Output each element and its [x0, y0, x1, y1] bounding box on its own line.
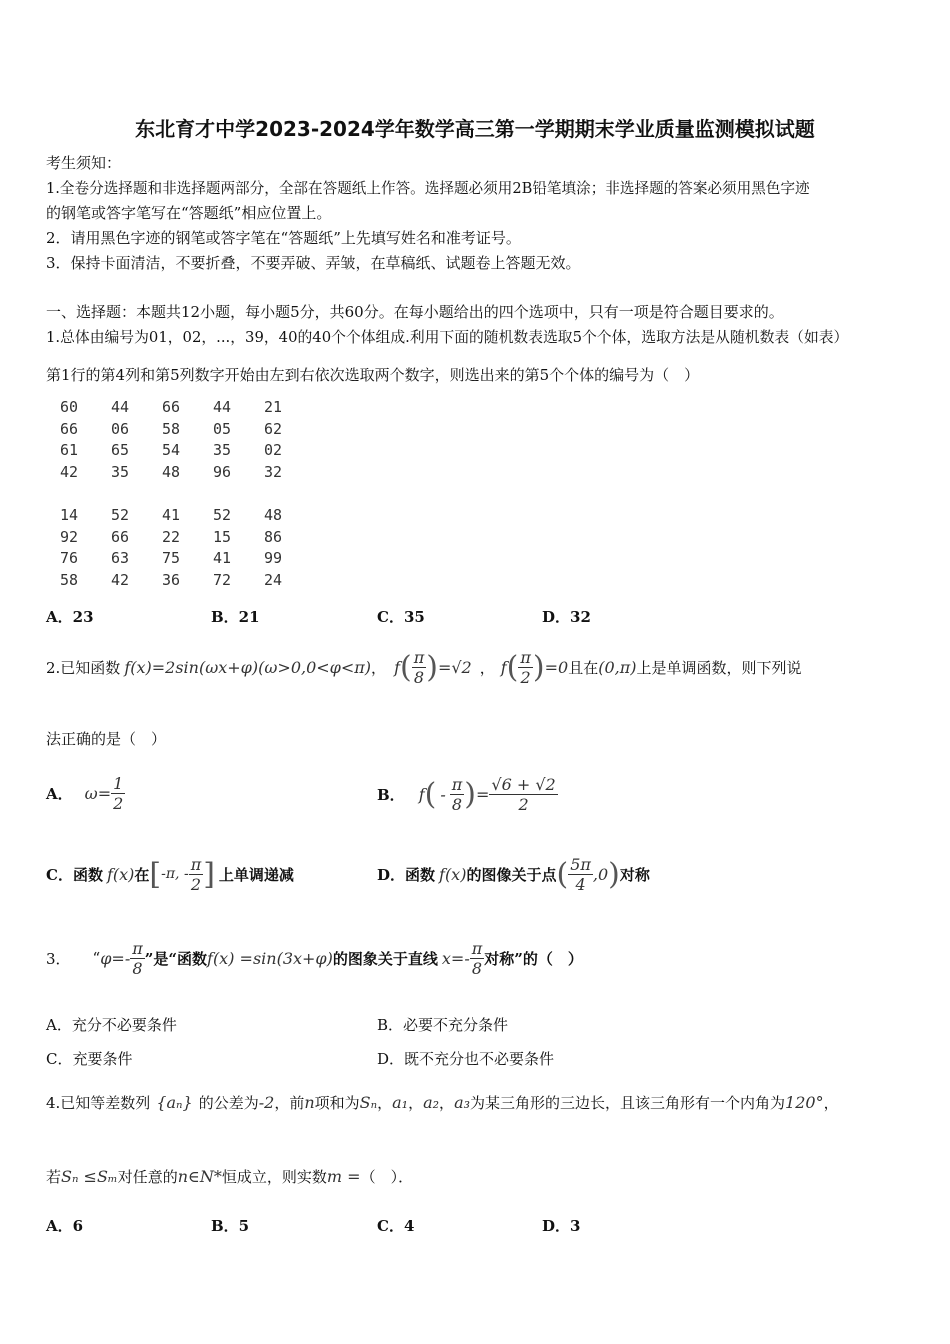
right-paren-icon: ) — [426, 649, 438, 685]
q4-a3: a₃ — [454, 1092, 471, 1112]
notice-item-2: 2．请用黑色字迹的钢笔或答字笔在“答题纸”上先填写姓名和准考证号。 — [46, 229, 521, 247]
q4-mid-6: 恒成立，则实数 — [221, 1167, 327, 1186]
q4-m: m = — [326, 1166, 361, 1186]
q2-option-c-label: C．函数 — [46, 865, 103, 884]
q2-f1-right: =√2 — [437, 657, 472, 677]
right-paren-icon: ) — [608, 856, 620, 892]
q3-phi-denominator: 8 — [132, 958, 143, 978]
q2-option-b-inner-numerator: π — [451, 774, 463, 794]
q2-option-d-denominator: 4 — [575, 874, 586, 894]
q2-option-c — [46, 846, 294, 902]
table-cell: 66 — [60, 419, 79, 438]
q2-f1-left: f — [394, 657, 400, 677]
q2-option-a-label: A． — [46, 784, 73, 803]
section-heading: 一、选择题：本题共12小题，每小题5分，共60分。在每小题给出的四个选项中，只有一项是符合题目要求的。 — [46, 303, 784, 321]
q2-option-d — [377, 846, 650, 902]
q2-option-a-lhs: ω= — [84, 783, 112, 803]
q2-comma: ， — [371, 658, 387, 677]
table-cell: 22 — [162, 527, 181, 546]
q1-stem-line-1: 1.总体由编号为01，02，...，39，40的40个个体组成.利用下面的随机数表选取5个个体，选取方法是从随机数表（如表） — [46, 329, 849, 346]
q3-x-fraction — [470, 939, 485, 978]
table-cell: 72 — [213, 570, 232, 589]
table-cell: 61 — [60, 441, 79, 460]
notice-heading: 考生须知： — [46, 154, 122, 172]
q2-option-b-numerator: √6 + √2 — [491, 774, 556, 794]
table-cell: 92 — [60, 527, 79, 546]
q2-option-b-eq: = — [475, 784, 490, 804]
q2-function: f(x)=2sin(ωx+φ)(ω>0,0<φ<π) — [124, 657, 372, 677]
table-cell: 21 — [264, 398, 283, 416]
q3-option-a: A．充分不必要条件 — [46, 1016, 177, 1034]
q3-open-quote: “ — [92, 949, 101, 967]
table-cell: 54 — [162, 441, 181, 460]
q2-option-c-fx: f(x) — [106, 864, 135, 884]
q4-tail-2: （ ）． — [360, 1167, 414, 1186]
table-cell: 15 — [213, 527, 232, 546]
q2-option-b-fraction — [489, 775, 557, 814]
q2-option-b-inner-fraction — [450, 775, 465, 814]
q2-f1-denominator: 8 — [413, 667, 425, 687]
q4-condition: Sₙ ≤Sₘ — [61, 1166, 118, 1186]
table-cell: 63 — [111, 549, 130, 568]
table-cell: 41 — [213, 549, 232, 568]
table-cell: 52 — [213, 505, 232, 524]
q3-phi-lhs: φ=- — [100, 948, 131, 968]
q3-mid-2: 的图象关于直线 — [332, 949, 438, 968]
table-cell: 65 — [111, 441, 130, 460]
right-paren-icon: ) — [464, 776, 476, 812]
table-cell: 02 — [264, 441, 283, 460]
q4-tail-1: ， — [823, 1093, 839, 1112]
table-cell: 42 — [111, 570, 130, 589]
q3-x-numerator: π — [471, 938, 483, 958]
q2-option-b-label: B． — [377, 785, 405, 804]
right-paren-icon: ) — [532, 649, 545, 685]
q2-option-d-point-tail: ,0 — [592, 864, 609, 884]
notice-item-1-line-2: 的钢笔或答字笔写在“答题纸”相应位置上。 — [46, 204, 332, 222]
q4-option-d: D．3 — [542, 1217, 581, 1235]
q4-sep-3: ， — [439, 1093, 455, 1112]
q3-phi-fraction — [130, 939, 145, 978]
table-cell: 36 — [162, 570, 181, 589]
q4-n-set: n∈N* — [177, 1166, 222, 1186]
q2-option-b — [377, 764, 558, 824]
notice-item-1-line-1: 1.全卷分选择题和非选择题两部分，全部在答题纸上作答。选择题必须用2B铅笔填涂；非选择题的答案必须用黑色字迹 — [46, 180, 810, 197]
q4-sequence: {aₙ} — [156, 1092, 193, 1112]
q2-f2-left: f — [500, 657, 507, 677]
q4-prefix: 4.已知等差数列 — [46, 1093, 151, 1112]
q4-a1: a₁ — [392, 1092, 409, 1112]
table-cell: 66 — [162, 398, 181, 416]
q4-stem-line-2 — [46, 1156, 413, 1196]
q2-option-b-denominator: 2 — [518, 794, 529, 814]
q4-stem-line-1 — [46, 1082, 839, 1122]
left-paren-icon: ( — [424, 776, 437, 812]
q2-option-b-lhs: f — [418, 784, 425, 804]
q2-f2-fraction — [518, 648, 533, 687]
q3-mid-1: ”是“函数 — [144, 949, 208, 968]
q1-stem-line-2: 第1行的第4列和第5列数字开始由左到右依次选取两个数字，则选出来的第5个个体的编号为（ ） — [46, 366, 700, 384]
table-cell: 44 — [111, 398, 130, 416]
q4-mid-5: 对任意的 — [117, 1167, 178, 1186]
table-cell: 42 — [60, 463, 79, 482]
q2-prefix: 2.已知函数 — [46, 658, 121, 677]
q3-stem — [46, 930, 583, 986]
q2-option-c-in: 在 — [134, 865, 150, 884]
table-cell: 66 — [111, 527, 130, 546]
q4-sep-1: ， — [377, 1093, 393, 1112]
q2-option-d-tail: 对称 — [619, 865, 650, 884]
table-cell: 86 — [264, 527, 283, 546]
left-bracket-icon: [ — [149, 856, 162, 892]
table-cell: 76 — [60, 549, 79, 568]
table-cell: 60 — [60, 398, 79, 416]
q4-option-a: A．6 — [46, 1217, 84, 1235]
left-paren-icon: ( — [399, 649, 412, 685]
q2-option-a-numerator: 1 — [113, 773, 124, 793]
q1-option-c: C．35 — [377, 608, 425, 626]
table-cell: 35 — [111, 463, 130, 482]
q2-option-d-mid: 的图像关于点 — [466, 865, 557, 884]
table-cell: 05 — [213, 419, 232, 438]
q2-stem-line-2: 法正确的是（ ） — [46, 730, 167, 748]
table-cell: 58 — [60, 570, 79, 589]
q2-f1-fraction — [412, 648, 427, 687]
q2-option-d-label: D．函数 — [377, 865, 436, 884]
q3-phi-numerator: π — [132, 938, 143, 958]
q4-line2-prefix: 若 — [46, 1167, 62, 1186]
q4-difference: -2 — [258, 1092, 275, 1112]
q2-f2-numerator: π — [520, 647, 531, 667]
q2-f1-numerator: π — [413, 647, 425, 667]
q2-stem-line-1 — [46, 642, 802, 692]
table-cell: 58 — [162, 419, 181, 438]
q4-sn: Sₙ — [359, 1092, 378, 1112]
q2-option-d-numerator: 5π — [570, 854, 591, 874]
table-cell: 41 — [162, 505, 181, 524]
q4-option-b: B．5 — [211, 1217, 250, 1235]
table-cell: 14 — [60, 505, 79, 524]
q2-option-c-numerator: π — [190, 854, 202, 874]
q4-a2: a₂ — [423, 1092, 440, 1112]
left-paren-icon: ( — [506, 649, 519, 685]
q2-option-b-sign: - — [440, 784, 446, 804]
q4-mid-4: 为某三角形的三边长，且该三角形有一个内角为 — [470, 1093, 786, 1112]
q2-option-a — [46, 768, 125, 818]
q3-x-denominator: 8 — [471, 958, 483, 978]
q2-option-c-denominator: 2 — [190, 874, 202, 894]
q2-option-d-fraction — [568, 855, 593, 894]
q1-option-b: B．21 — [211, 608, 260, 626]
q4-option-c: C．4 — [377, 1217, 415, 1235]
q4-mid-2: ，前 — [274, 1093, 305, 1112]
table-cell: 32 — [264, 463, 283, 482]
q1-option-d: D．32 — [542, 608, 591, 626]
q3-tail: 对称”的（ ） — [484, 949, 583, 968]
left-paren-icon: ( — [556, 856, 569, 892]
right-bracket-icon: ] — [203, 856, 215, 892]
table-cell: 96 — [213, 463, 232, 482]
notice-item-3: 3．保持卡面清洁，不要折叠，不要弄破、弄皱，在草稿纸、试题卷上答题无效。 — [46, 254, 581, 272]
q4-angle: 120° — [785, 1092, 824, 1112]
q2-option-c-fraction — [189, 855, 204, 894]
q1-option-a: A．23 — [46, 608, 94, 626]
q2-suffix-a: 且在 — [568, 658, 599, 677]
q3-x-lhs: x=- — [441, 948, 470, 968]
table-cell: 52 — [111, 505, 130, 524]
q2-option-a-fraction — [111, 774, 125, 813]
q4-n: n — [304, 1092, 315, 1112]
table-cell: 35 — [213, 441, 232, 460]
q2-interval: (0,π) — [598, 657, 637, 677]
q2-f2-denominator: 2 — [520, 667, 531, 687]
table-cell: 99 — [264, 549, 283, 568]
table-cell: 48 — [264, 505, 283, 524]
q2-option-d-fx: f(x) — [439, 864, 467, 884]
q3-option-b: B．必要不充分条件 — [377, 1016, 509, 1034]
table-cell: 62 — [264, 419, 283, 438]
table-cell: 75 — [162, 549, 181, 568]
table-cell: 48 — [162, 463, 181, 482]
q3-option-d: D．既不充分也不必要条件 — [377, 1050, 555, 1068]
q2-option-a-denominator: 2 — [113, 793, 124, 813]
page-title: 东北育才中学2023-2024学年数学高三第一学期期末学业质量监测模拟试题 — [135, 117, 815, 141]
q2-f2-right: =0 — [544, 657, 569, 677]
q3-option-c: C．充要条件 — [46, 1050, 133, 1068]
q2-option-c-tail: 上单调递减 — [218, 865, 294, 884]
q2-suffix-b: 上是单调函数，则下列说 — [636, 658, 802, 677]
q4-sep-2: ， — [408, 1093, 424, 1112]
table-cell: 44 — [213, 398, 232, 416]
q4-mid-3: 项和为 — [314, 1093, 360, 1112]
q2-option-b-inner-denominator: 8 — [451, 794, 463, 814]
q4-mid-1: 的公差为 — [198, 1093, 259, 1112]
q3-function: f(x) =sin(3x+φ) — [207, 948, 333, 968]
q3-number: 3． — [46, 949, 71, 968]
q2-option-c-interval-a: -π, - — [161, 866, 189, 882]
q2-comma-2: ， — [479, 658, 495, 677]
table-cell: 06 — [111, 419, 130, 438]
table-cell: 24 — [264, 570, 283, 589]
